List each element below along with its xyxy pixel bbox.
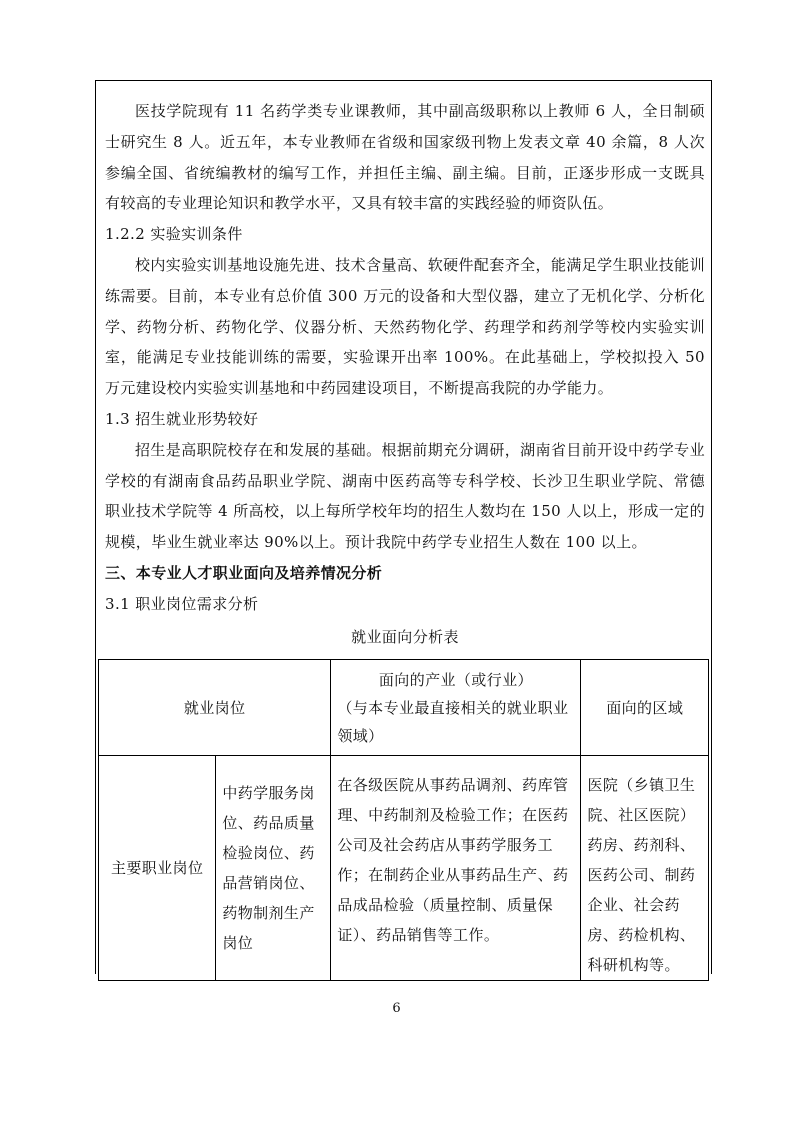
document-body bbox=[105, 96, 705, 652]
header-industry bbox=[331, 660, 581, 756]
header-post bbox=[99, 660, 331, 756]
row-category: 主要职业岗位 bbox=[99, 756, 216, 981]
header-industry-line2: （与本专业最直接相关的就业职业领域） bbox=[337, 698, 569, 745]
heading-1-3: 1.3 招生就业形势较好 bbox=[105, 409, 259, 428]
heading-1-2-2: 1.2.2 实验实训条件 bbox=[105, 225, 243, 244]
row-industry-cell bbox=[331, 756, 581, 981]
employment-table bbox=[98, 659, 709, 981]
row-industry: 在各级医院从事药品调剂、药库管理、中药制剂及检验工作；在医药公司及社会药店从事药学服务工作；在制药企业从事药品生产、药品成品检验（质量控制、质量保证）、药品销售等工作。 bbox=[337, 776, 569, 944]
row-positions: 中药学服务岗位、药品质量检验岗位、药品营销岗位、药物制剂生产岗位 bbox=[216, 756, 331, 981]
table-title: 就业面向分析表 bbox=[351, 627, 459, 646]
header-industry-line1: 面向的产业（或行业） bbox=[378, 670, 533, 689]
table-header-row bbox=[99, 660, 709, 756]
header-region-label: 面向的区域 bbox=[606, 699, 684, 717]
heading-3-1: 3.1 职业岗位需求分析 bbox=[105, 594, 259, 613]
header-region bbox=[581, 660, 709, 756]
header-post-label: 就业岗位 bbox=[183, 699, 246, 717]
lab-paragraph: 校内实验实训基地设施先进、技术含量高、软硬件配套齐全，能满足学生职业技能训练需要。目前，本专业有总价值 300 万元的设备和大型仪器，建立了无机化学、分析化学、药物分析、药物化学、仪器分析、天然药物化学、药理学和药剂学等校内实验实训室，能满足专业技能训练的需要，实验课开出率 100%。在此基础上，学校拟投入 50 万元建设校内实验实训基地和中药园建设项目，不断提高我院的办学能力。 bbox=[105, 255, 705, 398]
row-region-cell bbox=[581, 756, 709, 981]
table-row bbox=[99, 756, 709, 981]
row-region: 医院（乡镇卫生院、社区医院）药房、药剂科、医药公司、制药企业、社会药房、药检机构、科研机构等。 bbox=[587, 776, 696, 974]
page-number: 6 bbox=[392, 1001, 401, 1016]
enrollment-paragraph: 招生是高职院校存在和发展的基础。根据前期充分调研，湖南省目前开设中药学专业学校的有湖南食品药品职业学院、湖南中医药高等专科学校、长沙卫生职业学院、常德职业技术学院等 4 所高校，以上每所学校年均的招生人数均在 150 人以上，形成一定的规模，毕业生就业率达 90%以上。预计我院中药学专业招生人数在 100 以上。 bbox=[105, 440, 705, 552]
faculty-paragraph: 医技学院现有 11 名药学类专业课教师，其中副高级职称以上教师 6 人，全日制硕士研究生 8 人。近五年，本专业教师在省级和国家级刊物上发表文章 40 余篇，8 人次参编全国、省统编教材的编写工作，并担任主编、副主编。目前，正逐步形成一支既具有较高的专业理论知识和教学水平，又具有较丰富的实践经验的师资队伍。 bbox=[105, 102, 705, 213]
section-3-heading: 三、本专业人才职业面向及培养情况分析 bbox=[105, 563, 383, 582]
